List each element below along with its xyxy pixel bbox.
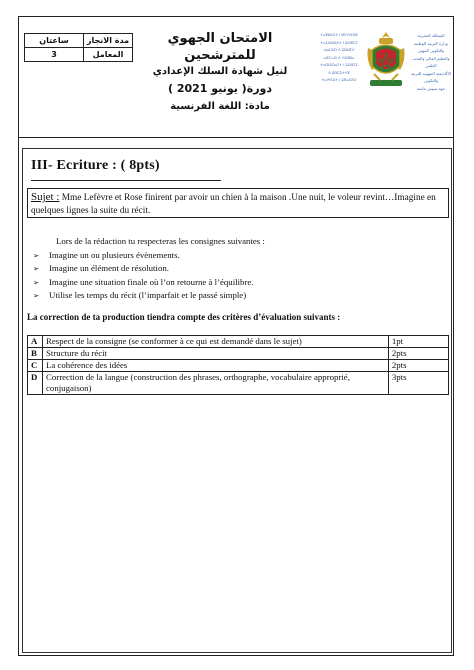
subject-text: Mme Lefèvre et Rose finirent par avoir un chien à la maison .Une nuit, le voleur revint…Imagine en quelques lignes la suite du récit. xyxy=(31,193,436,216)
arrow-bullet-icon: ➢ xyxy=(33,290,40,300)
criterion-text: Correction de la langue (construction des phrases, orthographe, vocabulaire approprié, conjugaison) xyxy=(43,372,389,395)
duration-value: ساعتان xyxy=(25,34,84,48)
table-row xyxy=(28,336,449,348)
subject-box xyxy=(27,188,449,218)
exam-subject: مادة: اللغة الفرنسية xyxy=(170,101,270,112)
criterion-text: Structure du récit xyxy=(43,348,389,360)
table-row xyxy=(28,360,449,372)
criterion-points: 1pt xyxy=(388,336,448,348)
criteria-table xyxy=(27,335,449,395)
criterion-letter: D xyxy=(28,372,43,395)
list-item xyxy=(33,262,253,275)
table-row xyxy=(28,348,449,360)
moroccan-emblem-icon xyxy=(366,30,406,92)
section-heading-text: III- Ecriture : ( 8pts) xyxy=(31,158,160,173)
institution-text-arabic: المملكة المغربية وزارة التربية الوطنية والتكوين المهني والتعليم العالي والبحث العلمي الأكاديمية الجهوية للتربية والتكوين جهة سوس ماسة xyxy=(410,33,452,91)
criterion-points: 2pts xyxy=(388,348,448,360)
exam-title xyxy=(145,30,295,116)
header-divider xyxy=(18,137,454,138)
list-item xyxy=(33,289,253,302)
criterion-letter: C xyxy=(28,360,43,372)
arrow-bullet-icon: ➢ xyxy=(33,251,40,260)
section-heading xyxy=(31,158,160,174)
content-frame xyxy=(22,148,452,653)
criterion-points: 2pts xyxy=(388,360,448,372)
list-item-text: Utilise les temps du récit (l’imparfait et le passé simple) xyxy=(49,289,247,300)
coefficient-label: المعامل xyxy=(84,48,133,62)
instructions-list xyxy=(33,249,253,302)
exam-info-table xyxy=(24,33,133,62)
arrow-bullet-icon: ➢ xyxy=(33,277,40,287)
criterion-points: 3pts xyxy=(388,372,448,395)
exam-session: دورة( يونيو 2021 ) xyxy=(167,82,273,95)
criterion-text: La cohérence des idées xyxy=(43,360,389,372)
list-item-text: Imagine une situation finale où l’on retourne à l’équilibre. xyxy=(49,276,254,287)
arrow-bullet-icon: ➢ xyxy=(33,264,40,274)
criterion-text: Respect de la consigne (se conformer à ce qui est demandé dans le sujet) xyxy=(43,336,389,348)
criterion-letter: B xyxy=(28,348,43,360)
section-heading-underline xyxy=(31,180,221,181)
exam-title-line-2: لنيل شهادة السلك الإعدادي xyxy=(152,66,288,77)
coefficient-value: 3 xyxy=(25,48,84,62)
instructions-intro: Lors de la rédaction tu respecteras les consignes suivantes : xyxy=(56,236,265,246)
institution-text-tifinagh: ⵜⴰⴳⵍⴷⵉⵜ ⵏ ⵍⵎⵖⵔⵉⴱ ⵜⴰⵎⵙⵙⵓⴷⵜ ⵏ ⵓⵙⴳⵎⵉ ⴰⵏⴰⵎⵓⵔ ⴷ ⵓⵙⵍⵎⴷ ⴰⵏⵎⵎⴰⵙ ⴷ ⵜⵓⵏⵏⵓⵏⴰ ⵜⴰⵙⵏⵓⵔⴰⵢⵜ ⵏ ⵓⵙⴳⵎⵉ ⴷ ⵓⵙⵎⵓⵜⵜⴳ ⵜⴰⵏⵖⵉⵡⵜ ⵏ ⵓⴳⴰⴷⵉⵔ xyxy=(320,33,358,82)
criterion-letter: A xyxy=(28,336,43,348)
exam-title-line-1: الامتحان الجهوي للمترشحين xyxy=(167,31,273,63)
subject-label: Sujet : xyxy=(31,191,60,203)
list-item xyxy=(33,249,253,262)
list-item xyxy=(33,276,253,289)
criteria-title: La correction de ta production tiendra compte des critères d’évaluation suivants : xyxy=(27,312,341,322)
list-item-text: Imagine un ou plusieurs évènements. xyxy=(49,250,180,260)
table-row xyxy=(28,372,449,395)
list-item-text: Imagine un élément de résolution. xyxy=(49,263,169,274)
duration-label: مدة الانجاز xyxy=(84,34,133,48)
